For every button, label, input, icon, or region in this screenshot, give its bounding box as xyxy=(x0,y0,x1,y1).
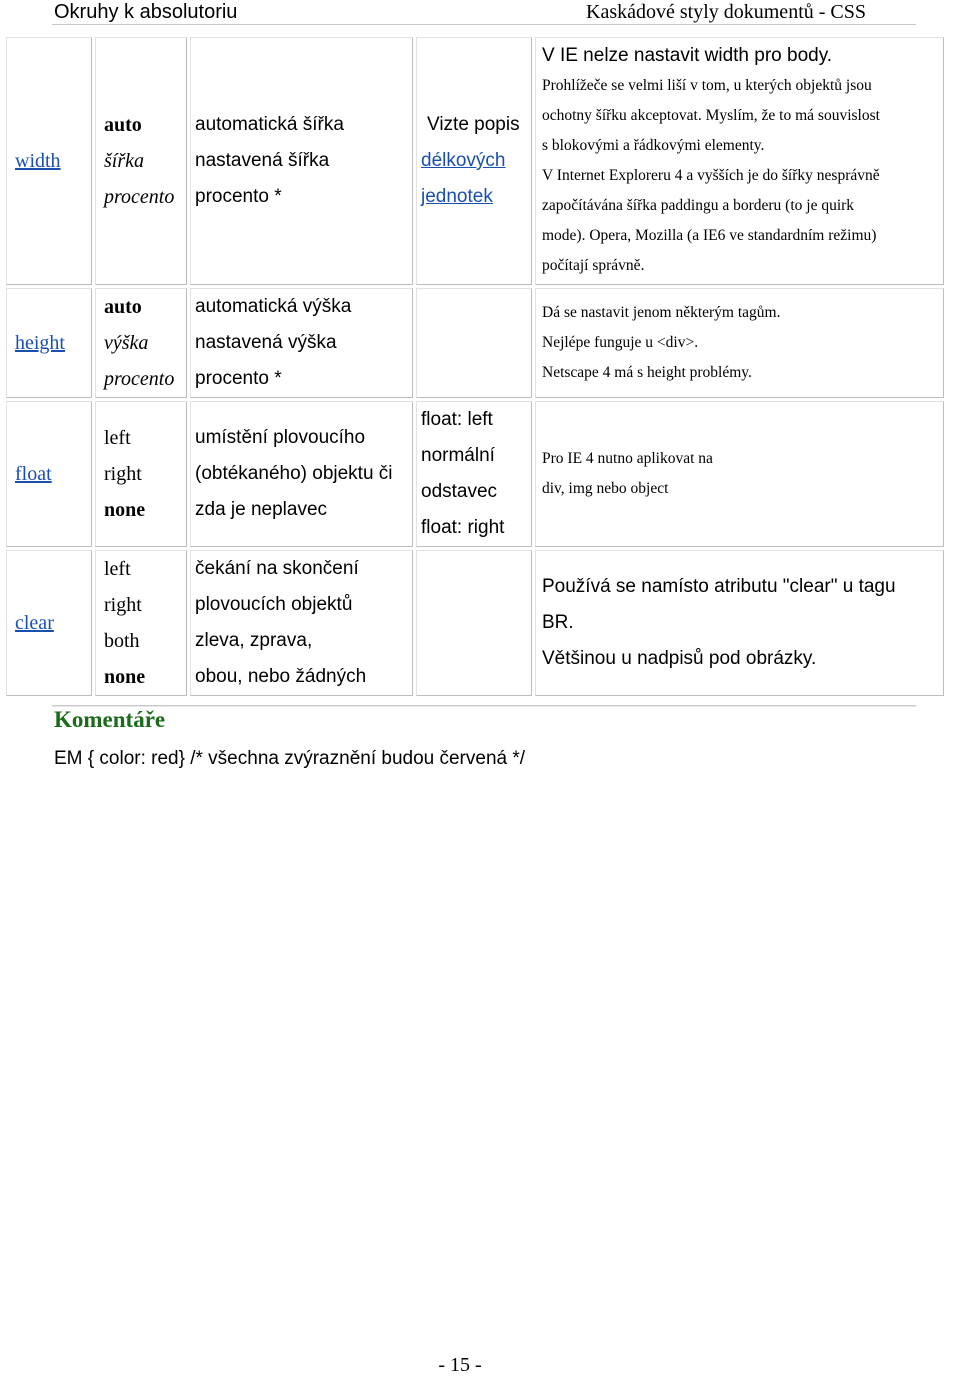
example-line: float: left xyxy=(421,409,493,430)
value-none: none xyxy=(104,499,146,521)
value-left: left xyxy=(104,427,131,449)
value-procento: procento xyxy=(104,368,175,390)
meaning-line: nastavená výška xyxy=(195,332,337,353)
value-auto: auto xyxy=(104,296,142,318)
length-units-link-part2[interactable]: jednotek xyxy=(421,186,493,207)
value-right: right xyxy=(104,594,142,616)
note-line: počítají správně. xyxy=(542,257,645,274)
note-big: V IE nelze nastavit width pro body. xyxy=(542,45,833,66)
header-left-title: Okruhy k absolutoriu xyxy=(54,1,238,23)
meaning-line: procento * xyxy=(195,186,282,207)
css-properties-table xyxy=(3,34,947,699)
property-link-clear[interactable]: clear xyxy=(15,611,54,634)
note-line: ochotny šířku akceptovat. Myslím, že to má souvislost xyxy=(542,107,880,124)
meaning-line: zleva, zprava, xyxy=(195,630,313,651)
length-units-link-part1[interactable]: délkových xyxy=(421,150,506,171)
property-link-float[interactable]: float xyxy=(15,462,52,485)
meaning-line: umístění plovoucího xyxy=(195,427,366,448)
value-auto: auto xyxy=(104,114,142,136)
page-number: - 15 - xyxy=(438,1354,482,1376)
table-row-clear xyxy=(6,550,944,696)
table-row-float xyxy=(6,401,944,547)
value-procento: procento xyxy=(104,186,175,208)
value-vyska: výška xyxy=(104,332,149,354)
section-title: Komentáře xyxy=(54,707,166,732)
value-left: left xyxy=(104,558,131,580)
meaning-line: zda je neplavec xyxy=(195,499,328,520)
property-link-height[interactable]: height xyxy=(15,331,65,354)
example-line: normální xyxy=(421,445,495,466)
note-line: Používá se namísto atributu "clear" u tagu xyxy=(542,576,896,597)
note-line: Prohlížeče se velmi liší v tom, u kterých objektů jsou xyxy=(542,77,872,94)
meaning-line: nastavená šířka xyxy=(195,150,330,171)
value-both: both xyxy=(104,630,140,652)
note-line: Pro IE 4 nutno aplikovat na xyxy=(542,450,713,467)
note-line: Netscape 4 má s height problémy. xyxy=(542,364,752,381)
header-divider xyxy=(52,24,916,25)
meaning-line: automatická výška xyxy=(195,296,352,317)
note-line: započítávána šířka paddingu a borderu (to je quirk xyxy=(542,197,855,214)
code-example: EM { color: red} /* všechna zvýraznění budou červená */ xyxy=(54,748,526,769)
example-line: float: right xyxy=(421,517,505,538)
meaning-line: čekání na skončení xyxy=(195,558,359,579)
meaning-line: automatická šířka xyxy=(195,114,344,135)
note-line: Nejlépe funguje u <div>. xyxy=(542,334,699,351)
header-right-title: Kaskádové styly dokumentů - CSS xyxy=(586,1,866,23)
table-row-width xyxy=(6,37,944,285)
note-line: Dá se nastavit jenom některým tagům. xyxy=(542,304,781,321)
note-line: mode). Opera, Mozilla (a IE6 ve standardním režimu) xyxy=(542,227,877,244)
table-row-height xyxy=(6,288,944,398)
note-line: s blokovými a řádkovými elementy. xyxy=(542,137,765,154)
see-label: Vizte popis xyxy=(427,114,520,135)
meaning-line: procento * xyxy=(195,368,282,389)
note-line: V Internet Exploreru 4 a vyšších je do šířky nesprávně xyxy=(542,167,880,184)
meaning-line: (obtékaného) objektu či xyxy=(195,463,393,484)
note-line: BR. xyxy=(542,612,574,633)
meaning-line: obou, nebo žádných xyxy=(195,666,367,687)
note-line: Většinou u nadpisů pod obrázky. xyxy=(542,648,817,669)
note-line: div, img nebo object xyxy=(542,480,669,497)
value-right: right xyxy=(104,463,142,485)
property-link-width[interactable]: width xyxy=(15,149,61,172)
example-line: odstavec xyxy=(421,481,498,502)
value-none: none xyxy=(104,666,146,688)
section-divider xyxy=(52,705,916,707)
meaning-line: plovoucích objektů xyxy=(195,594,353,615)
value-sirka: šířka xyxy=(104,150,144,172)
